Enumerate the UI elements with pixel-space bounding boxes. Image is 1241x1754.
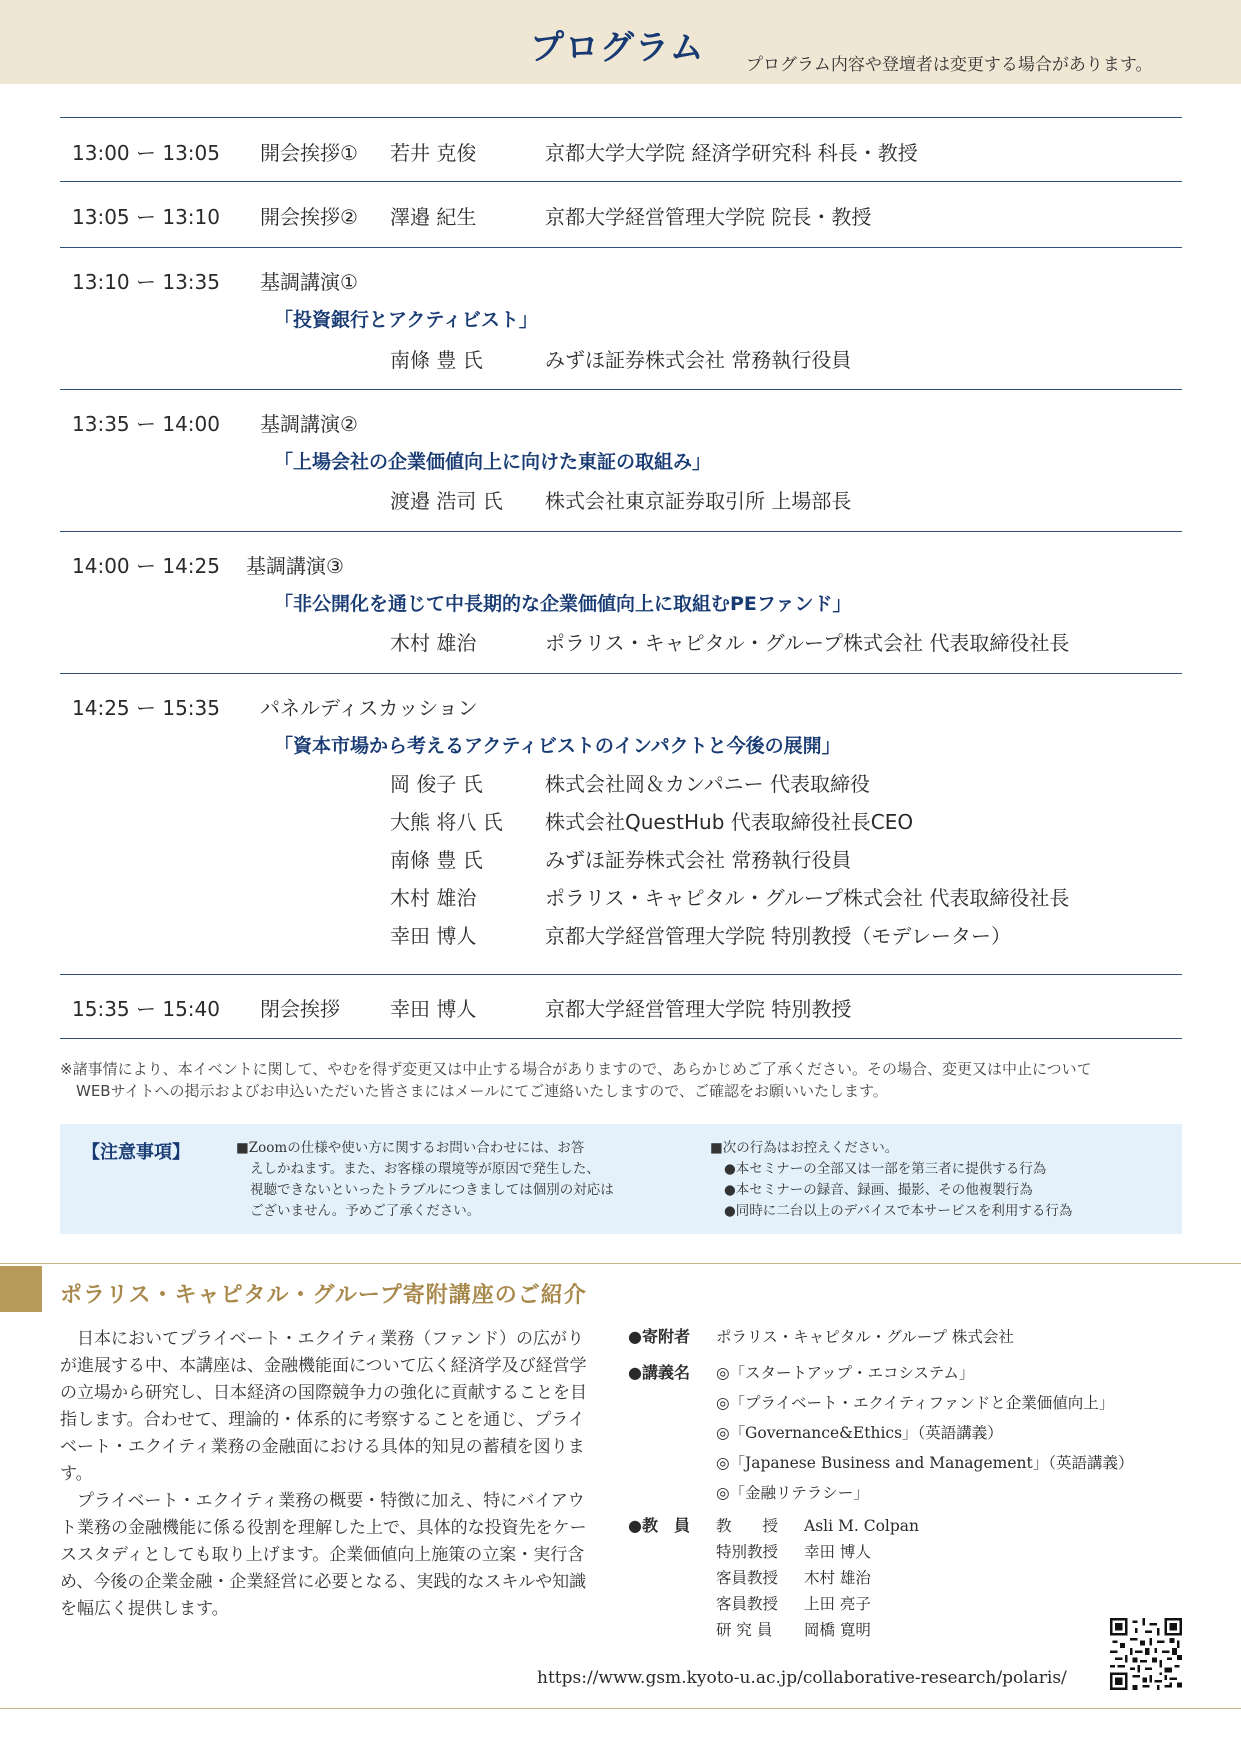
course-item: ◎「Governance&Ethics」（英語講義） [716, 1424, 1003, 1442]
row-speaker: 木村 雄治 [390, 631, 477, 655]
faculty-role: 研 究 員 [716, 1621, 773, 1639]
program-note: プログラム内容や登壇者は変更する場合があります。 [746, 55, 1153, 75]
intro-paragraph: 日本においてプライベート・エクイティ業務（ファンド）の広がりが進展する中、本講座は、金融機能面について広く経済学及び経営学の立場から研究し、日本経済の国際競争力の強化に貢献することを目指します。合わせて、理論的・体系的に考察することを通じ、プライベート・エクイティ業務の金融面における具体的知見の蓄積を図ります。 [60, 1329, 587, 1484]
faculty-name: 幸田 博人 [804, 1543, 871, 1561]
course-label: ●講義名 [628, 1363, 690, 1382]
disclaimer [60, 1058, 1182, 1102]
faculty-role: 客員教授 [716, 1595, 779, 1613]
section-accent [0, 1266, 42, 1312]
donor-label: ●寄附者 [628, 1327, 690, 1346]
row-speaker: 南條 豊 氏 [390, 348, 483, 372]
row-time: 13:00 ー 13:05 [72, 141, 220, 165]
panelist-name: 木村 雄治 [390, 886, 477, 910]
table-rule [60, 117, 1182, 118]
row-speaker: 渡邉 浩司 氏 [390, 489, 503, 513]
table-rule [60, 673, 1182, 674]
row-affiliation: 京都大学大学院 経済学研究科 科長・教授 [545, 141, 918, 165]
row-speaker: 若井 克俊 [390, 141, 477, 165]
row-affiliation: 京都大学経営管理大学院 院長・教授 [545, 205, 872, 229]
notice-bullet: ●同時に二台以上のデバイスで本サービスを利用する行為 [724, 1203, 1073, 1219]
row-time: 15:35 ー 15:40 [72, 997, 220, 1021]
donor-name: ポラリス・キャピタル・グループ 株式会社 [716, 1328, 1014, 1346]
row-label: パネルディスカッション [260, 696, 478, 720]
talk-title: 「資本市場から考えるアクティビストのインパクトと今後の展開」 [274, 735, 841, 757]
course-url-link[interactable]: https://www.gsm.kyoto-u.ac.jp/collaborative-research/polaris/ [537, 1668, 1067, 1688]
row-speaker: 幸田 博人 [390, 997, 477, 1021]
section-title: ポラリス・キャピタル・グループ寄附講座のご紹介 [60, 1283, 587, 1308]
notice-box [60, 1124, 1182, 1234]
course-introduction [60, 1326, 590, 1623]
section-divider [0, 1263, 1241, 1264]
faculty-role: 特別教授 [716, 1543, 779, 1561]
row-speaker: 澤邉 紀生 [390, 205, 477, 229]
row-affiliation: 株式会社東京証券取引所 上場部長 [545, 489, 852, 513]
faculty-role: 教 授 [716, 1517, 779, 1535]
row-label: 閉会挨拶 [260, 997, 340, 1021]
course-item: ◎「Japanese Business and Management」（英語講義） [716, 1454, 1134, 1472]
course-item: ◎「金融リテラシー」 [716, 1484, 869, 1502]
row-affiliation: 京都大学経営管理大学院 特別教授 [545, 997, 852, 1021]
row-label: 基調講演② [260, 412, 358, 436]
talk-title: 「非公開化を通じて中長期的な企業価値向上に取組むPEファンド」 [274, 593, 852, 615]
panelist-affiliation: ポラリス・キャピタル・グループ株式会社 代表取締役社長 [545, 886, 1070, 910]
talk-title: 「上場会社の企業価値向上に向けた東証の取組み」 [274, 451, 712, 473]
disclaimer-line: WEBサイトへの掲示およびお申込いただいた皆さまにはメールにてご連絡いたしますので、ご確認をお願いいたします。 [76, 1082, 888, 1100]
talk-title: 「投資銀行とアクティビスト」 [274, 309, 538, 331]
faculty-label: ●教 員 [628, 1516, 690, 1535]
table-rule [60, 389, 1182, 390]
panelist-name: 大熊 将八 氏 [390, 810, 503, 834]
table-rule [60, 181, 1182, 182]
row-time: 14:00 ー 14:25 [72, 554, 220, 578]
faculty-role: 客員教授 [716, 1569, 779, 1587]
row-affiliation: ポラリス・キャピタル・グループ株式会社 代表取締役社長 [545, 631, 1070, 655]
qr-code-icon[interactable] [1110, 1618, 1182, 1690]
table-rule [60, 247, 1182, 248]
row-time: 13:35 ー 14:00 [72, 412, 220, 436]
notice-left [236, 1138, 656, 1222]
panelist-affiliation: 株式会社QuestHub 代表取締役社長CEO [545, 810, 914, 834]
intro-paragraph: プライベート・エクイティ業務の概要・特徴に加え、特にバイアウト業務の金融機能に係る役割を理解した上で、具体的な投資先をケーススタディとしても取り上げます。企業価値向上施策の立案・実行含め、今後の企業金融・企業経営に必要となる、実践的なスキルや知識を幅広く提供します。 [60, 1491, 587, 1619]
panelist-name: 岡 俊子 氏 [390, 772, 483, 796]
row-label: 開会挨拶② [260, 205, 358, 229]
row-time: 13:05 ー 13:10 [72, 205, 220, 229]
notice-heading: 【注意事項】 [82, 1142, 190, 1163]
page-title: プログラム [530, 28, 705, 68]
row-label: 基調講演③ [246, 554, 344, 578]
notice-line: えしかねます。また、お客様の環境等が原因で発生した、 [250, 1161, 600, 1177]
table-rule [60, 531, 1182, 532]
row-label: 基調講演① [260, 270, 358, 294]
panelist-name: 南條 豊 氏 [390, 848, 483, 872]
bottom-divider [0, 1708, 1241, 1709]
notice-right [710, 1138, 1170, 1222]
faculty-name: 上田 亮子 [804, 1595, 871, 1613]
notice-bullet: ●本セミナーの録音、録画、撮影、その他複製行為 [724, 1182, 1033, 1198]
disclaimer-line: ※諸事情により、本イベントに関して、やむを得ず変更又は中止する場合がありますので、あらかじめご了承ください。その場合、変更又は中止について [60, 1060, 1092, 1078]
course-item: ◎「スタートアップ・エコシステム」 [716, 1364, 975, 1382]
notice-bullet: ●本セミナーの全部又は一部を第三者に提供する行為 [724, 1161, 1047, 1177]
panelist-affiliation: 株式会社岡＆カンパニー 代表取締役 [545, 772, 870, 796]
notice-line: ■次の行為はお控えください。 [710, 1140, 899, 1156]
table-rule [60, 974, 1182, 975]
panelist-affiliation: 京都大学経営管理大学院 特別教授（モデレーター） [545, 924, 1011, 948]
course-item: ◎「プライベート・エクイティファンドと企業価値向上」 [716, 1394, 1115, 1412]
row-label: 開会挨拶① [260, 141, 358, 165]
row-time: 13:10 ー 13:35 [72, 270, 220, 294]
notice-line: 視聴できないといったトラブルにつきましては個別の対応は [250, 1182, 614, 1198]
faculty-name: 木村 雄治 [804, 1569, 871, 1587]
panelist-name: 幸田 博人 [390, 924, 477, 948]
faculty-name: 岡橋 寛明 [804, 1621, 871, 1639]
row-affiliation: みずほ証券株式会社 常務執行役員 [545, 348, 852, 372]
notice-line: ■Zoomの仕様や使い方に関するお問い合わせには、お答 [236, 1140, 585, 1156]
faculty-name: Asli M. Colpan [804, 1517, 920, 1535]
notice-line: ございません。予めご了承ください。 [250, 1203, 481, 1219]
table-rule [60, 1038, 1182, 1039]
row-time: 14:25 ー 15:35 [72, 696, 220, 720]
panelist-affiliation: みずほ証券株式会社 常務執行役員 [545, 848, 852, 872]
